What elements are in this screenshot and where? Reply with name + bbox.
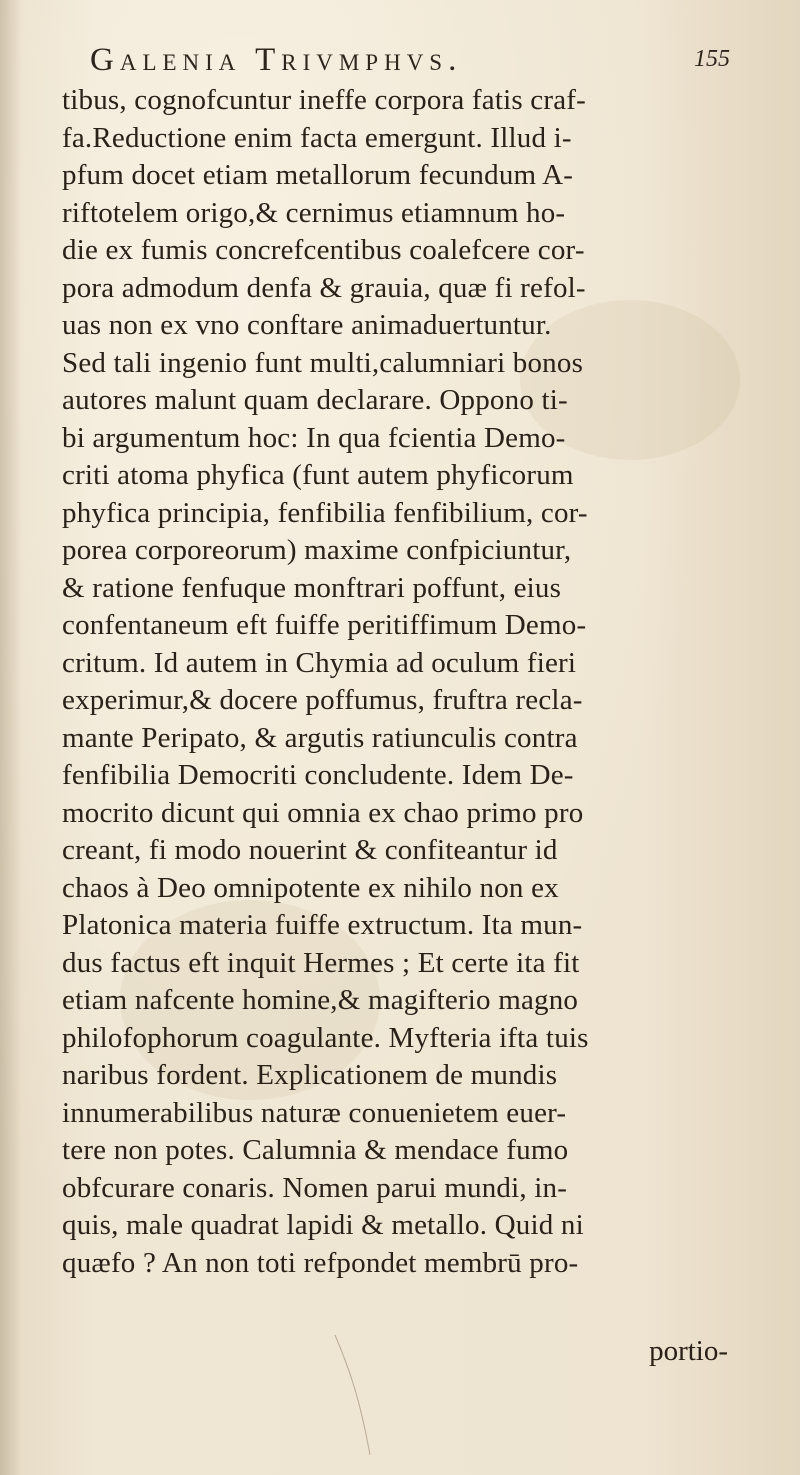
catchword: portio-	[649, 1335, 728, 1367]
text-line: dus factus eft inquit Hermes ; Et certe ita fit	[62, 946, 580, 979]
text-line: Platonica materia fuiffe extructum. Ita mun-	[62, 909, 583, 941]
text-line: quæfo ? An non toti refpondet membrū pro-	[62, 1246, 579, 1279]
text-line: criti atoma phyfica (funt autem phyficorum	[62, 459, 574, 491]
page-number: 155	[694, 46, 730, 72]
text-line: innumerabilibus naturæ conuenietem euer-	[62, 1096, 567, 1129]
text-line: phyfica principia, fenfibilia fenfibilium, cor-	[62, 496, 588, 529]
body-text	[62, 82, 762, 1282]
text-line: die ex fumis concrefcentibus coalefcere cor-	[62, 234, 585, 266]
text-line: chaos à Deo omnipotente ex nihilo non ex	[62, 871, 559, 904]
text-line: fenfibilia Democriti concludente. Idem De-	[62, 759, 574, 791]
text-line: obfcurare conaris. Nomen parui mundi, in-	[62, 1171, 568, 1204]
text-line: autores malunt quam declarare. Oppono ti-	[62, 384, 568, 416]
gutter-shadow	[0, 0, 22, 1475]
text-line: experimur,& docere poffumus, fruftra recla-	[62, 684, 583, 716]
text-line: quis, male quadrat lapidi & metallo. Quid ni	[62, 1209, 584, 1241]
running-title: Galenia Trivmphvs.	[90, 42, 463, 78]
text-line: tere non potes. Calumnia & mendace fumo	[62, 1134, 569, 1166]
text-line: creant, fi modo nouerint & confiteantur id	[62, 834, 558, 866]
text-line: confentaneum eft fuiffe peritiffimum Demo-	[62, 609, 587, 641]
text-line: bi argumentum hoc: In qua fcientia Demo-	[62, 421, 566, 454]
text-line: mante Peripato, & argutis ratiunculis contra	[62, 721, 578, 754]
text-line: riftotelem origo,& cernimus etiamnum ho-	[62, 196, 566, 229]
text-line: pora admodum denfa & grauia, quæ fi refol-	[62, 271, 586, 304]
text-line: critum. Id autem in Chymia ad oculum fieri	[62, 646, 577, 679]
stray-thread	[330, 1330, 390, 1460]
text-line: Sed tali ingenio funt multi,calumniari bonos	[62, 346, 584, 379]
text-line: pfum docet etiam metallorum fecundum A-	[62, 159, 574, 191]
text-line: fa.Reductione enim facta emergunt. Illud i-	[62, 121, 572, 154]
text-line: philofophorum coagulante. Myfteria ifta tuis	[62, 1021, 589, 1054]
text-line: mocrito dicunt qui omnia ex chao primo pro	[62, 796, 584, 829]
text-line: porea corporeorum) maxime confpiciuntur,	[62, 534, 572, 566]
text-line: naribus fordent. Explicationem de mundis	[62, 1059, 558, 1091]
text-line: tibus, cognofcuntur ineffe corpora fatis craf-	[62, 84, 587, 116]
text-line: uas non ex vno conftare animaduertuntur.	[62, 309, 552, 341]
text-line: etiam nafcente homine,& magifterio magno	[62, 984, 579, 1016]
text-line: & ratione fenfuque monftrari poffunt, eius	[62, 571, 562, 604]
